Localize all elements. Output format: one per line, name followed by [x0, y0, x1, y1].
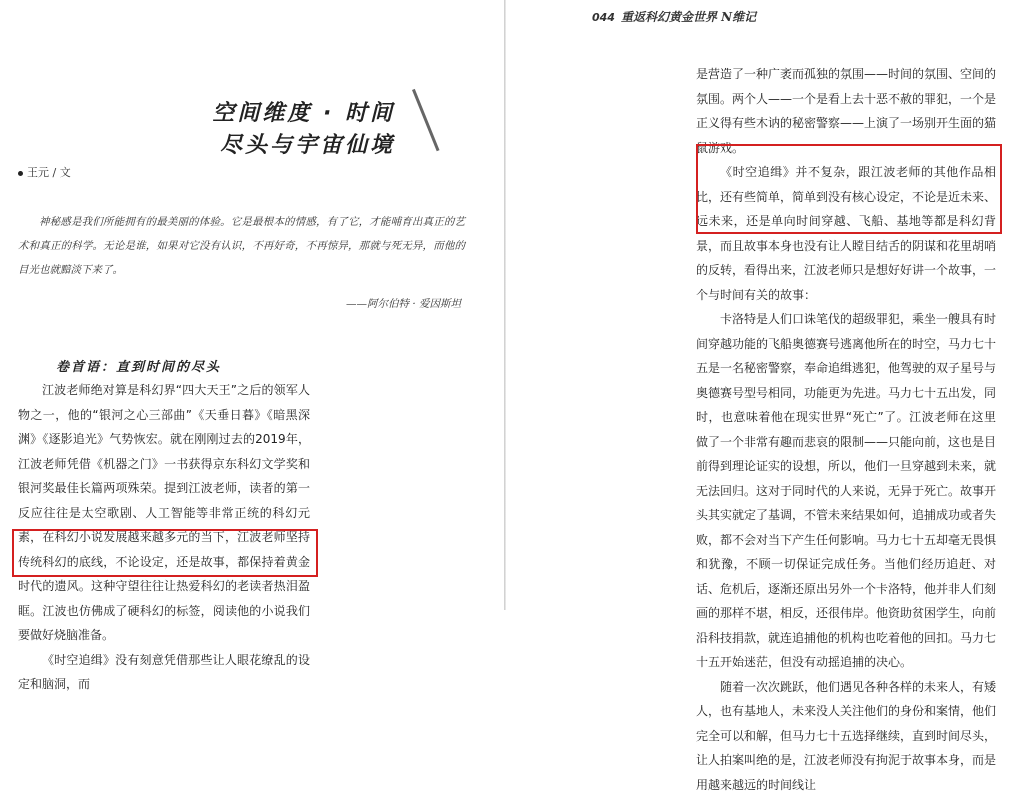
author-line: [18, 164, 71, 180]
left-page: [0, 0, 505, 610]
highlight-box: [696, 144, 1002, 234]
highlight-box: [12, 529, 318, 577]
running-head-logo: 重返科幻黄金世界 N维记: [621, 10, 756, 24]
epigraph-attribution: ——阿尔伯特 · 爱因斯坦: [346, 296, 461, 311]
title-slash-decoration: [412, 89, 440, 151]
article-title-line-1: 空间维度 · 时间: [212, 98, 395, 130]
author-name: 王元 / 文: [27, 166, 71, 179]
right-page: [506, 0, 1012, 610]
article-title-line-2: 尽头与宇宙仙境: [212, 130, 395, 162]
paragraph: 随着一次次跳跃，他们遇见各种各样的未来人，有矮人，也有基地人，未来没人关注他们的身份和案情，他们完全可以和解，但马力七十五选择继续，直到时间尽头，让人拍案叫绝的是，江波老师没有拘泥于故事本身，而是用越来越远的时间线让: [696, 675, 996, 797]
paragraph: 卡洛特是人们口诛笔伐的超级罪犯，乘坐一艘具有时间穿越功能的飞船奥德赛号逃离他所在的时空，马力七十五是一名秘密警察，奉命追缉逃犯，他驾驶的双子星号与奥德赛号型号相同，功能更为先进。马力七十五出发，同时，也意味着他在现实世界“死亡”了。江波老师在这里做了一个非常有趣而悲哀的限制——只能向前，这也是目前得到理论证实的设想，所以，他们一旦穿越到未来，就无法回归。这对于同时代的人来说，无异于死亡。故事开头其实就定了基调，不管未来结果如何，追捕成功或者失败，都不会对当下产生任何影响。马力七十五却毫无畏惧和犹豫，不顾一切保证完成任务。当他们经历追赶、对话、危机后，逐渐还原出另外一个卡洛特，他并非人们刻画的那样不堪，相反，还很伟岸。他资助贫困学生，向前沿科技捐款，就连追捕他的机构也吃着他的回扣。马力七十五开始迷茫，但没有动摇追捕的决心。: [696, 307, 996, 675]
running-header: [592, 8, 756, 25]
article-title: [212, 98, 395, 162]
bullet-dot-icon: [18, 171, 23, 176]
paragraph: 《时空追缉》并不复杂，跟江波老师的其他作品相比，还有些简单，简单到没有核心设定，不论是近未来、远未来，还是单向时间穿越、飞船、基地等都是科幻背景，而且故事本身也没有让人瞠目结舌的阴谋和花里胡哨的反转，看得出来，江波老师只是想好好讲一个故事，一个与时间有关的故事：: [696, 160, 996, 307]
page-number: 044: [592, 11, 615, 24]
paragraph: 江波老师绝对算是科幻界“四大天王”之后的领军人物之一，他的“银河之心三部曲”《天垂日暮》《暗黑深渊》《逐影追光》气势恢宏。就在刚刚过去的2019年，江波老师凭借《机器之门》一书获得京东科幻文学奖和银河奖最佳长篇两项殊荣。提到江波老师，读者的第一反应往往是太空歌剧、人工智能等非常正统的科幻元素，在科幻小说发展越来越多元的当下，江波老师坚持传统科幻的底线，不论设定，还是故事，都保持着黄金时代的遗风。这种守望往往让热爱科幻的老读者热泪盈眶。江波也仿佛成了硬科幻的标签，阅读他的小说我们要做好烧脑准备。: [18, 378, 310, 648]
epigraph-quote: 神秘感是我们所能拥有的最美丽的体验。它是最根本的情感，有了它，才能哺育出真正的艺术和真正的科学。无论是谁，如果对它没有认识，不再好奇，不再惊异，那就与死无异，而他的目光也就黯淡下来了。: [18, 210, 465, 282]
section-title: 卷首语：直到时间的尽头: [56, 356, 221, 375]
paragraph: 《时空追缉》没有刻意凭借那些让人眼花缭乱的设定和脑洞，而: [18, 648, 310, 697]
paragraph: 是营造了一种广袤而孤独的氛围——时间的氛围、空间的氛围。两个人——一个是看上去十恶不赦的罪犯，一个是正义得有些木讷的秘密警察——上演了一场别开生面的猫鼠游戏。: [696, 62, 996, 160]
